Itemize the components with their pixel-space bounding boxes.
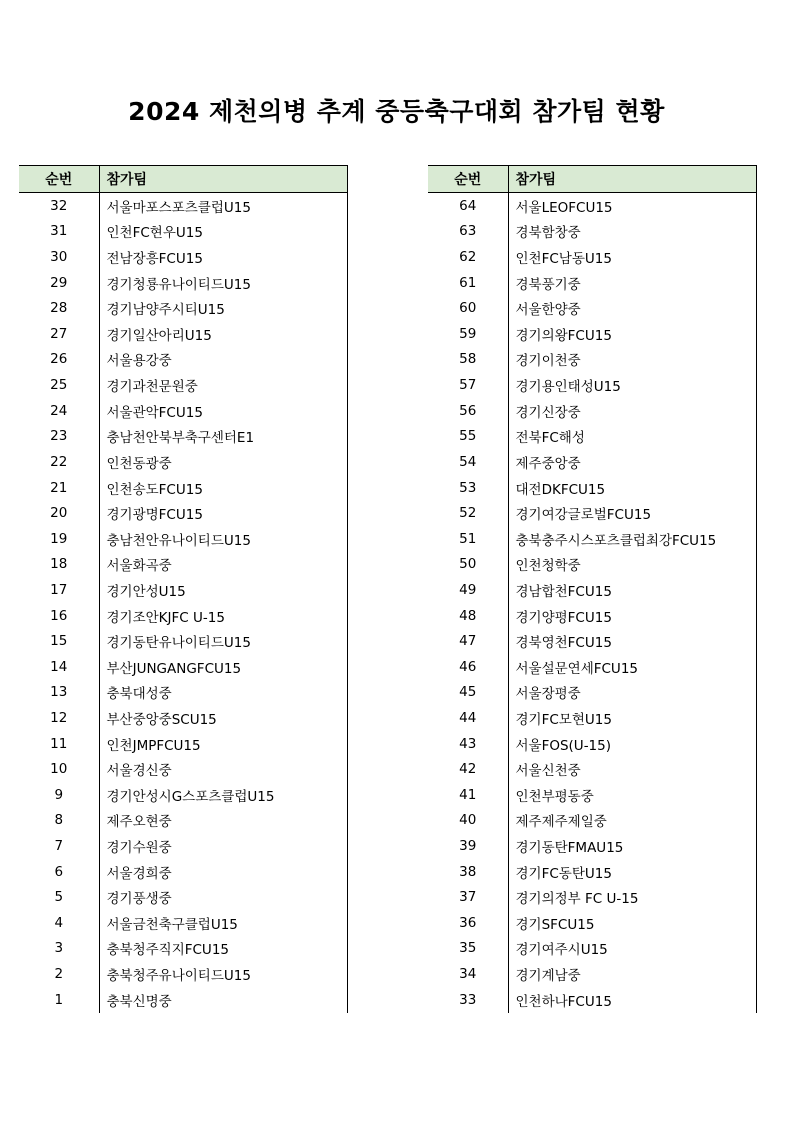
row-number: 37: [459, 889, 477, 906]
row-number: 55: [459, 428, 477, 445]
table-row: [19, 628, 347, 654]
row-team-name: 경기과천문원중: [99, 372, 347, 398]
row-team-name: 충남천안유나이티드U15: [99, 526, 347, 552]
table-row: [428, 680, 756, 706]
table-row: [428, 295, 756, 321]
table-header-row: [428, 166, 756, 193]
row-number: 16: [50, 607, 68, 624]
row-team-name: 서울용강중: [99, 347, 347, 373]
table-row: [428, 756, 756, 782]
row-team-name: 인천청학중: [508, 552, 756, 578]
row-team-name: 경기일산아리U15: [99, 321, 347, 347]
row-number: 45: [459, 684, 477, 701]
row-team-name: 서울경신중: [99, 756, 347, 782]
row-team-name: 충북충주시스포츠클럽최강FCU15: [508, 526, 756, 552]
row-team-name: 경남합천FCU15: [508, 577, 756, 603]
table-row: [19, 705, 347, 731]
row-team-name: 전남장흥FCU15: [99, 244, 347, 270]
row-number: 58: [459, 351, 477, 368]
table-row: [428, 987, 756, 1013]
table-row: [19, 500, 347, 526]
row-number: 57: [459, 377, 477, 394]
table-row: [19, 654, 347, 680]
row-number: 4: [54, 914, 64, 931]
row-number: 28: [50, 300, 68, 317]
row-number: 53: [459, 479, 477, 496]
table-row: [428, 782, 756, 808]
row-number: 32: [50, 197, 68, 214]
row-number: 9: [54, 786, 64, 803]
row-number: 33: [459, 991, 477, 1008]
table-row: [428, 961, 756, 987]
table-row: [19, 731, 347, 757]
table-row: [428, 193, 756, 219]
row-number: 11: [50, 735, 68, 752]
row-team-name: 서울경희중: [99, 859, 347, 885]
row-team-name: 서울금천축구클럽U15: [99, 910, 347, 936]
table-row: [19, 756, 347, 782]
row-team-name: 경기의왕FCU15: [508, 321, 756, 347]
row-number: 41: [459, 786, 477, 803]
row-team-name: 서울관악FCU15: [99, 398, 347, 424]
team-table-left-body: [19, 193, 347, 1013]
row-number: 51: [459, 530, 477, 547]
row-team-name: 인천FC현우U15: [99, 219, 347, 245]
table-row: [19, 808, 347, 834]
table-row: [19, 936, 347, 962]
row-number: 2: [54, 966, 64, 983]
row-number: 8: [54, 812, 64, 829]
row-number: 42: [459, 761, 477, 778]
row-team-name: 경기수원중: [99, 833, 347, 859]
row-number: 61: [459, 274, 477, 291]
row-number: 47: [459, 633, 477, 650]
table-row: [19, 193, 347, 219]
page-title: 2024 제천의병 추계 중등축구대회 참가팀 현황: [128, 97, 665, 126]
table-row: [428, 321, 756, 347]
table-row: [428, 859, 756, 885]
table-row: [428, 808, 756, 834]
table-row: [428, 731, 756, 757]
team-table-right-body: [428, 193, 756, 1013]
row-team-name: 충북청주직지FCU15: [99, 936, 347, 962]
row-number: 21: [50, 479, 68, 496]
row-number: 44: [459, 709, 477, 726]
header-num: 순번: [19, 166, 99, 193]
header-num: 순번: [428, 166, 508, 193]
row-number: 50: [459, 556, 477, 573]
table-row: [428, 219, 756, 245]
row-team-name: 경기이천중: [508, 347, 756, 373]
table-row: [19, 475, 347, 501]
table-row: [19, 910, 347, 936]
row-number: 46: [459, 658, 477, 675]
row-number: 63: [459, 223, 477, 240]
row-team-name: 충북청주유나이티드U15: [99, 961, 347, 987]
row-number: 39: [459, 838, 477, 855]
row-team-name: 부산JUNGANGFCU15: [99, 654, 347, 680]
row-team-name: 경기신장중: [508, 398, 756, 424]
table-row: [19, 603, 347, 629]
table-row: [19, 859, 347, 885]
row-team-name: 경기청룡유나이티드U15: [99, 270, 347, 296]
row-number: 30: [50, 249, 68, 266]
table-row: [428, 628, 756, 654]
header-team: 참가팀: [99, 166, 347, 193]
row-team-name: 경기조안KJFC U-15: [99, 603, 347, 629]
table-row: [428, 244, 756, 270]
row-team-name: 서울마포스포츠클럽U15: [99, 193, 347, 219]
row-team-name: 서울LEOFCU15: [508, 193, 756, 219]
row-number: 40: [459, 812, 477, 829]
row-team-name: 경기양평FCU15: [508, 603, 756, 629]
row-number: 64: [459, 197, 477, 214]
table-row: [428, 423, 756, 449]
row-team-name: 경기FC동탄U15: [508, 859, 756, 885]
row-team-name: 경기광명FCU15: [99, 500, 347, 526]
table-row: [428, 526, 756, 552]
row-team-name: 대전DKFCU15: [508, 475, 756, 501]
row-number: 12: [50, 709, 68, 726]
row-team-name: 충북신명중: [99, 987, 347, 1013]
row-team-name: 제주제주제일중: [508, 808, 756, 834]
table-row: [428, 449, 756, 475]
row-number: 25: [50, 377, 68, 394]
row-team-name: 경기계남중: [508, 961, 756, 987]
row-team-name: 경기동탄FMAU15: [508, 833, 756, 859]
row-team-name: 서울화곡중: [99, 552, 347, 578]
row-team-name: 서울장평중: [508, 680, 756, 706]
row-number: 10: [50, 761, 68, 778]
row-team-name: 경기동탄유나이티드U15: [99, 628, 347, 654]
row-number: 19: [50, 530, 68, 547]
table-row: [428, 910, 756, 936]
row-team-name: 충북대성중: [99, 680, 347, 706]
header-team: 참가팀: [508, 166, 756, 193]
table-header-row: [19, 166, 347, 193]
row-team-name: 경기FC모현U15: [508, 705, 756, 731]
table-row: [19, 398, 347, 424]
table-row: [19, 526, 347, 552]
row-number: 35: [459, 940, 477, 957]
row-team-name: 경기의정부 FC U-15: [508, 884, 756, 910]
table-row: [19, 347, 347, 373]
row-number: 13: [50, 684, 68, 701]
row-number: 48: [459, 607, 477, 624]
table-row: [19, 423, 347, 449]
row-team-name: 전북FC해성: [508, 423, 756, 449]
row-number: 54: [459, 453, 477, 470]
row-team-name: 제주오현중: [99, 808, 347, 834]
table-row: [19, 270, 347, 296]
row-number: 7: [54, 838, 64, 855]
row-team-name: 서울신천중: [508, 756, 756, 782]
row-number: 26: [50, 351, 68, 368]
table-row: [19, 680, 347, 706]
row-team-name: 인천부평동중: [508, 782, 756, 808]
table-row: [19, 577, 347, 603]
row-number: 1: [54, 991, 64, 1008]
row-number: 24: [50, 402, 68, 419]
row-number: 15: [50, 633, 68, 650]
row-number: 6: [54, 863, 64, 880]
table-row: [428, 398, 756, 424]
row-number: 31: [50, 223, 68, 240]
row-team-name: 경기여강글로벌FCU15: [508, 500, 756, 526]
row-team-name: 제주중앙중: [508, 449, 756, 475]
row-number: 52: [459, 505, 477, 522]
row-number: 38: [459, 863, 477, 880]
table-row: [428, 884, 756, 910]
row-number: 17: [50, 581, 68, 598]
row-number: 18: [50, 556, 68, 573]
row-team-name: 경기용인태성U15: [508, 372, 756, 398]
table-row: [428, 270, 756, 296]
row-team-name: 서울FOS(U-15): [508, 731, 756, 757]
row-team-name: 경기SFCU15: [508, 910, 756, 936]
row-number: 56: [459, 402, 477, 419]
table-row: [19, 552, 347, 578]
table-row: [19, 961, 347, 987]
table-row: [428, 347, 756, 373]
table-row: [19, 884, 347, 910]
row-team-name: 인천FC남동U15: [508, 244, 756, 270]
row-number: 5: [54, 889, 64, 906]
row-number: 62: [459, 249, 477, 266]
table-row: [428, 475, 756, 501]
row-team-name: 서울한양중: [508, 295, 756, 321]
table-row: [19, 372, 347, 398]
table-row: [428, 936, 756, 962]
row-number: 36: [459, 914, 477, 931]
table-row: [19, 321, 347, 347]
row-number: 34: [459, 966, 477, 983]
table-row: [428, 603, 756, 629]
table-row: [19, 449, 347, 475]
row-number: 49: [459, 581, 477, 598]
row-number: 22: [50, 453, 68, 470]
row-number: 23: [50, 428, 68, 445]
row-team-name: 경기여주시U15: [508, 936, 756, 962]
row-team-name: 충남천안북부축구센터E1: [99, 423, 347, 449]
row-number: 3: [54, 940, 64, 957]
table-row: [428, 705, 756, 731]
table-row: [19, 782, 347, 808]
table-row: [19, 833, 347, 859]
row-number: 59: [459, 325, 477, 342]
row-team-name: 경북영천FCU15: [508, 628, 756, 654]
row-team-name: 부산중앙중SCU15: [99, 705, 347, 731]
table-row: [19, 987, 347, 1013]
row-team-name: 경북함창중: [508, 219, 756, 245]
row-number: 14: [50, 658, 68, 675]
row-number: 60: [459, 300, 477, 317]
row-number: 43: [459, 735, 477, 752]
table-row: [428, 577, 756, 603]
table-row: [428, 552, 756, 578]
row-team-name: 인천송도FCU15: [99, 475, 347, 501]
row-number: 29: [50, 274, 68, 291]
row-team-name: 인천동광중: [99, 449, 347, 475]
table-row: [19, 244, 347, 270]
row-team-name: 경기안성U15: [99, 577, 347, 603]
row-team-name: 서울설문연세FCU15: [508, 654, 756, 680]
table-row: [19, 295, 347, 321]
row-team-name: 경기남양주시티U15: [99, 295, 347, 321]
team-table-left: [19, 165, 348, 1013]
row-team-name: 경기풍생중: [99, 884, 347, 910]
table-row: [428, 654, 756, 680]
row-number: 20: [50, 505, 68, 522]
table-row: [19, 219, 347, 245]
row-team-name: 인천JMPFCU15: [99, 731, 347, 757]
team-table-right: [428, 165, 757, 1013]
table-row: [428, 500, 756, 526]
table-row: [428, 833, 756, 859]
row-team-name: 경북풍기중: [508, 270, 756, 296]
row-number: 27: [50, 325, 68, 342]
table-row: [428, 372, 756, 398]
row-team-name: 인천하나FCU15: [508, 987, 756, 1013]
row-team-name: 경기안성시G스포츠클럽U15: [99, 782, 347, 808]
